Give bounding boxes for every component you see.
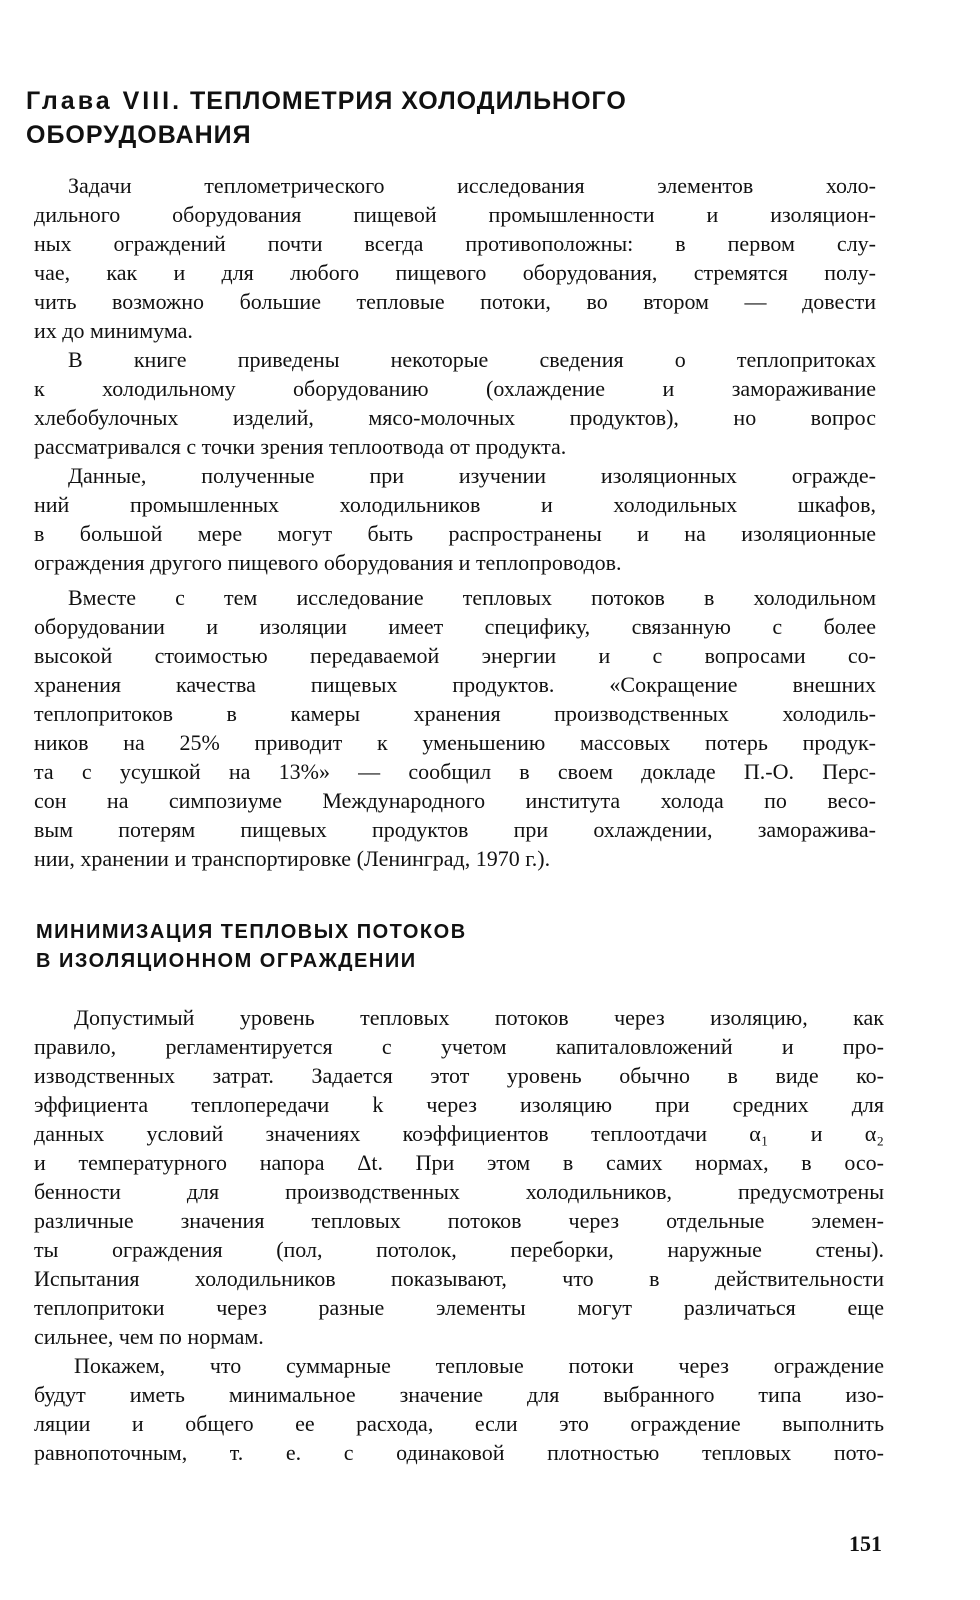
- text-line: вым потерям пищевых продуктов при охлаждении, заморажива-: [34, 817, 876, 842]
- text-line: высокой стоимостью передаваемой энергии и с вопросами со-: [34, 643, 876, 668]
- text-line: ний промышленных холодильников и холодильных шкафов,: [34, 492, 876, 517]
- section-title-line-2: В ИЗОЛЯЦИОННОМ ОГРАЖДЕНИИ: [36, 950, 417, 972]
- text-line: нии, хранении и транспортировке (Ленинград, 1970 г.).: [34, 846, 551, 871]
- text-line: к холодильному оборудованию (охлаждение и замораживание: [34, 376, 876, 401]
- text-line: правило, регламентируется с учетом капиталовложений и про-: [34, 1034, 884, 1059]
- text-line: Допустимый уровень тепловых потоков через изоляцию, как: [74, 1005, 884, 1030]
- text-line: ных ограждений почти всегда противоположны: в первом слу-: [34, 231, 876, 256]
- section-title: [36, 918, 736, 976]
- text-line: и температурного напора Δt. При этом в самих нормах, в осо-: [34, 1150, 884, 1175]
- text-line: сон на симпозиуме Международного института холода по весо-: [34, 788, 876, 813]
- text-line: равнопоточным, т. е. с одинаковой плотностью тепловых пото-: [34, 1440, 884, 1465]
- text-line: ты ограждения (пол, потолок, переборки, наружные стены).: [34, 1237, 884, 1262]
- text-line: Задачи теплометрического исследования элементов холо-: [68, 173, 876, 198]
- text-line: ляции и общего ее расхода, если это ограждение выполнить: [34, 1411, 884, 1436]
- text-line: дильного оборудования пищевой промышленности и изоляцион-: [34, 202, 876, 227]
- text-line: изводственных затрат. Задается этот уровень обычно в виде ко-: [34, 1063, 884, 1088]
- text-line: чить возможно большие тепловые потоки, во втором — довести: [34, 289, 876, 314]
- text-line: ников на 25% приводит к уменьшению массовых потерь продук-: [34, 730, 876, 755]
- text-line: Испытания холодильников показывают, что в действительности: [34, 1266, 884, 1291]
- text-line: Данные, полученные при изучении изоляционных огражде-: [68, 463, 876, 488]
- text-line: Покажем, что суммарные тепловые потоки через ограждение: [74, 1353, 884, 1378]
- chapter-title-line-1: ТЕПЛОМЕТРИЯ ХОЛОДИЛЬНОГО: [190, 87, 627, 115]
- chapter-title-line-2: ОБОРУДОВАНИЯ: [26, 121, 252, 149]
- text-line: различные значения тепловых потоков через отдельные элемен-: [34, 1208, 884, 1233]
- page-number: 151: [849, 1531, 882, 1556]
- text-line: оборудовании и изоляции имеет специфику, связанную с более: [34, 614, 876, 639]
- text-line: в большой мере могут быть распространены и на изоляционные: [34, 521, 876, 546]
- chapter-title: [26, 84, 926, 152]
- text-line: хлебобулочных изделий, мясо-молочных продуктов), но вопрос: [34, 405, 876, 430]
- text-line: теплопритоков в камеры хранения производственных холодиль-: [34, 701, 876, 726]
- text-line: Вместе с тем исследование тепловых потоков в холодильном: [68, 585, 876, 610]
- text-line: та с усушкой на 13%» — сообщил в своем докладе П.-О. Перс-: [34, 759, 876, 784]
- text-line: чае, как и для любого пищевого оборудования, стремятся полу-: [34, 260, 876, 285]
- text-line: рассматривался с точки зрения теплоотвода от продукта.: [34, 434, 567, 459]
- chapter-label: Глава VIII.: [26, 87, 183, 115]
- text-line: теплопритоки через разные элементы могут различаться еще: [34, 1295, 884, 1320]
- text-line: эффициента теплопередачи k через изоляцию при средних для: [34, 1092, 884, 1117]
- section-title-line-1: МИНИМИЗАЦИЯ ТЕПЛОВЫХ ПОТОКОВ: [36, 921, 467, 943]
- text-line: сильнее, чем по нормам.: [34, 1324, 264, 1349]
- text-line: В книге приведены некоторые сведения о теплопритоках: [68, 347, 876, 372]
- text-line: данных условий значениях коэффициентов теплоотдачи α₁ и α₂: [34, 1121, 884, 1146]
- text-line: ограждения другого пищевого оборудования и теплопроводов.: [34, 550, 622, 575]
- text-line: бенности для производственных холодильников, предусмотрены: [34, 1179, 884, 1204]
- text-line: их до минимума.: [34, 318, 193, 343]
- text-line: будут иметь минимальное значение для выбранного типа изо-: [34, 1382, 884, 1407]
- text-line: хранения качества пищевых продуктов. «Сокращение внешних: [34, 672, 876, 697]
